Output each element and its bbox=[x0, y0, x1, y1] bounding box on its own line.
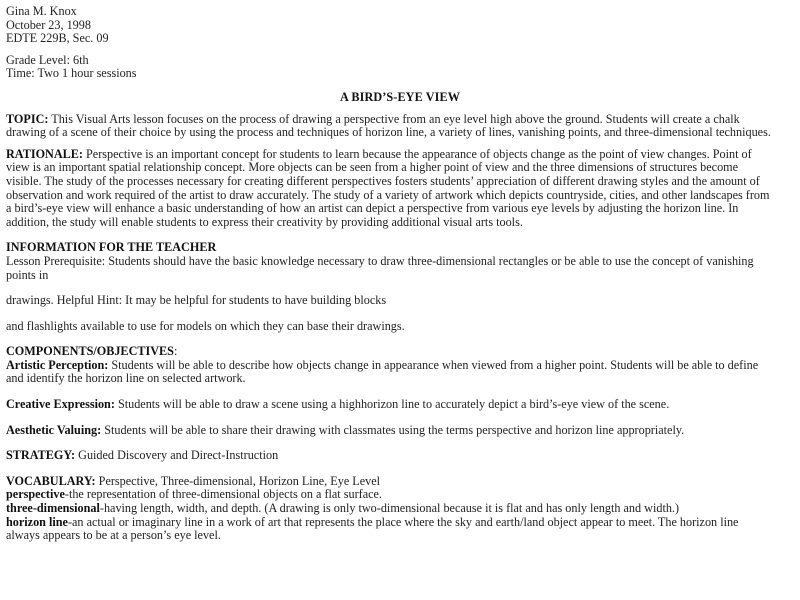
teacher-info-section bbox=[6, 241, 794, 333]
vocab-continuation: always appears to be at a person’s eye level. bbox=[6, 528, 221, 543]
strategy-text: Guided Discovery and Direct-Instruction bbox=[75, 448, 279, 463]
helpful-hint-line-1: drawings. Helpful Hint: It may be helpful for students to have building blocks bbox=[6, 293, 387, 308]
vocab-definition: -the representation of three-dimensional objects on a flat surface. bbox=[64, 487, 382, 502]
strategy-label: STRATEGY: bbox=[6, 448, 76, 463]
grade-level: Grade Level: 6th bbox=[6, 52, 89, 67]
document-header bbox=[6, 5, 794, 81]
objectives-section bbox=[6, 345, 794, 437]
vocab-term: horizon line bbox=[6, 514, 68, 529]
page-title: A BIRD’S-EYE VIEW bbox=[340, 89, 460, 104]
topic-text-line-2: drawing of a scene of their choice by using the process and techniques of horizon line, a variety of lines, vanishing points, and three-dimensional techniques. bbox=[6, 125, 771, 140]
vocabulary-list: Perspective, Three-dimensional, Horizon Line, Eye Level bbox=[95, 473, 381, 488]
author-name: Gina M. Knox bbox=[6, 4, 77, 18]
rationale-text-line-4: observation and work required of the artist to draw accurately. The study of a variety of artwork which depicts countryside, cities, and other landscapes from bbox=[6, 187, 770, 202]
rationale-text-line-2: view is an important spatial relationship concept. More objects can be seen from a higher point of view and the three dimensions of structures become bbox=[6, 160, 739, 175]
spacer bbox=[6, 46, 794, 54]
vocab-definition: -having length, width, and depth. (A drawing is only two-dimensional because it is flat and has only length and width.) bbox=[99, 501, 680, 516]
strategy-section bbox=[6, 449, 794, 463]
aesthetic-valuing-label: Aesthetic Valuing: bbox=[6, 422, 102, 437]
topic-section bbox=[6, 113, 794, 140]
objectives-heading-colon: : bbox=[173, 344, 178, 359]
vocab-entry-perspective bbox=[6, 488, 794, 502]
prerequisite-line-1: Lesson Prerequisite: Students should have the basic knowledge necessary to draw three-dimensional rectangles or be able to use the concept of vanishing bbox=[6, 253, 754, 268]
artistic-perception-label: Artistic Perception: bbox=[6, 357, 109, 372]
rationale-text-line-5: a bird’s-eye view will enhance a basic understanding of how an artist can depict a perspective from various eye levels by adjusting the horizon line. In bbox=[6, 201, 739, 216]
rationale-text-line-6: addition, the study will enable students to express their creativity by providing additional visual arts tools. bbox=[6, 214, 523, 229]
vocabulary-section bbox=[6, 475, 794, 543]
artistic-perception-text-line-2: and identify the horizon line on selected artwork. bbox=[6, 371, 246, 386]
document-date: October 23, 1998 bbox=[6, 17, 91, 32]
rationale-label: RATIONALE: bbox=[6, 146, 83, 161]
creative-expression-text: Students will be able to draw a scene using a highhorizon line to accurately depict a bird’s-eye view of the scene. bbox=[114, 397, 670, 412]
rationale-text-line-1: Perspective is an important concept for students to learn because the appearance of objects change as the point of view changes. Point of bbox=[82, 146, 752, 161]
rationale-section bbox=[6, 148, 794, 230]
teacher-info-heading: INFORMATION FOR THE TEACHER bbox=[6, 240, 217, 255]
course-section: EDTE 229B, Sec. 09 bbox=[6, 31, 109, 46]
vocab-entry-three-dimensional bbox=[6, 502, 794, 516]
rationale-text-line-3: visible. The study of the processes necessary for creating different perspectives fosters students’ appreciation of different drawing styles and the amount of bbox=[6, 173, 760, 188]
creative-expression-label: Creative Expression: bbox=[6, 397, 115, 412]
topic-text-line-1: This Visual Arts lesson focuses on the process of drawing a perspective from an eye level high above the ground. Students will create a chalk bbox=[48, 111, 740, 126]
vocab-term: perspective bbox=[6, 487, 65, 502]
artistic-perception-text: Students will be able to describe how objects change in appearance when viewed from a higher point. Students will be able to define bbox=[108, 357, 759, 372]
session-time: Time: Two 1 hour sessions bbox=[6, 66, 137, 81]
topic-label: TOPIC: bbox=[6, 111, 49, 126]
vocab-definition: -an actual or imaginary line in a work of art that represents the place where the sky and earth/land object appear to meet. The horizon line bbox=[67, 514, 739, 529]
vocabulary-label: VOCABULARY: bbox=[6, 473, 96, 488]
helpful-hint-line-2: and flashlights available to use for models on which they can base their drawings. bbox=[6, 318, 405, 333]
prerequisite-line-2: points in bbox=[6, 267, 49, 282]
vocab-term: three-dimensional bbox=[6, 501, 100, 516]
aesthetic-valuing-text: Students will be able to share their drawing with classmates using the terms perspective and horizon line appropriately. bbox=[101, 422, 685, 437]
objectives-heading: COMPONENTS/OBJECTIVES bbox=[6, 344, 174, 359]
vocab-entry-horizon-line bbox=[6, 516, 794, 530]
